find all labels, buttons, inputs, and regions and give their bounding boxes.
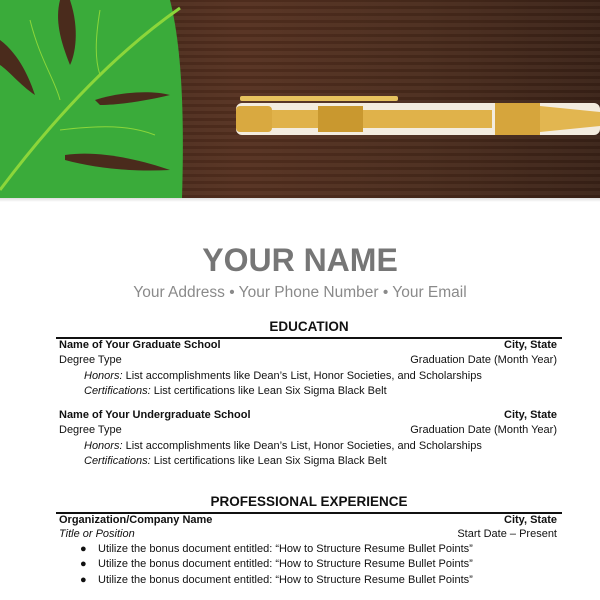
resume-name: YOUR NAME <box>202 242 398 278</box>
degree-row <box>59 423 557 438</box>
banner-divider <box>0 198 600 202</box>
gold-pen-icon <box>236 96 600 135</box>
cert-label: Certifications: <box>84 385 151 397</box>
monstera-leaf-and-pen-illustration <box>0 0 600 198</box>
degree-row <box>59 353 557 368</box>
cert-label: Certifications: <box>84 455 151 467</box>
header-banner-image <box>0 0 600 198</box>
cert-text: List certifications like Lean Six Sigma Black Belt <box>150 385 387 397</box>
degree-type: Degree Type <box>59 354 122 366</box>
position-dates: Start Date – Present <box>457 528 557 540</box>
bullet-icon: ● <box>80 543 87 555</box>
section-title-education: EDUCATION <box>269 319 349 334</box>
bullet-icon: ● <box>80 574 87 586</box>
bullet-icon: ● <box>80 558 87 570</box>
bullet-text: Utilize the bonus document entitled: “How to Structure Resume Bullet Points” <box>98 574 473 586</box>
honors-text: List accomplishments like Dean’s List, Honor Societies, and Scholarships <box>122 440 482 452</box>
org-location: City, State <box>504 514 557 526</box>
honors-text: List accomplishments like Dean’s List, Honor Societies, and Scholarships <box>122 370 482 382</box>
graduation-date: Graduation Date (Month Year) <box>410 424 557 436</box>
school-location: City, State <box>504 339 557 351</box>
cert-text: List certifications like Lean Six Sigma Black Belt <box>150 455 387 467</box>
bullet-item <box>80 542 550 557</box>
honors-label: Honors: <box>84 370 123 382</box>
bullet-item <box>80 557 550 572</box>
org-row <box>59 513 557 528</box>
honors-row <box>84 439 554 454</box>
cert-row <box>84 384 554 399</box>
school-row <box>59 338 557 353</box>
monstera-leaf-icon <box>0 0 183 198</box>
degree-type: Degree Type <box>59 424 122 436</box>
school-row <box>59 408 557 423</box>
cert-row <box>84 454 554 469</box>
school-location: City, State <box>504 409 557 421</box>
bullet-text: Utilize the bonus document entitled: “How to Structure Resume Bullet Points” <box>98 558 473 570</box>
honors-row <box>84 369 554 384</box>
school-name: Name of Your Undergraduate School <box>59 409 251 421</box>
org-name: Organization/Company Name <box>59 514 213 526</box>
bullet-text: Utilize the bonus document entitled: “How to Structure Resume Bullet Points” <box>98 543 473 555</box>
position-title: Title or Position <box>59 528 135 540</box>
bullet-item <box>80 573 550 588</box>
contact-line: Your Address • Your Phone Number • Your Email <box>133 284 467 301</box>
section-title-experience: PROFESSIONAL EXPERIENCE <box>210 494 408 509</box>
school-name: Name of Your Graduate School <box>59 339 221 351</box>
honors-label: Honors: <box>84 440 123 452</box>
position-row <box>59 527 557 542</box>
graduation-date: Graduation Date (Month Year) <box>410 354 557 366</box>
